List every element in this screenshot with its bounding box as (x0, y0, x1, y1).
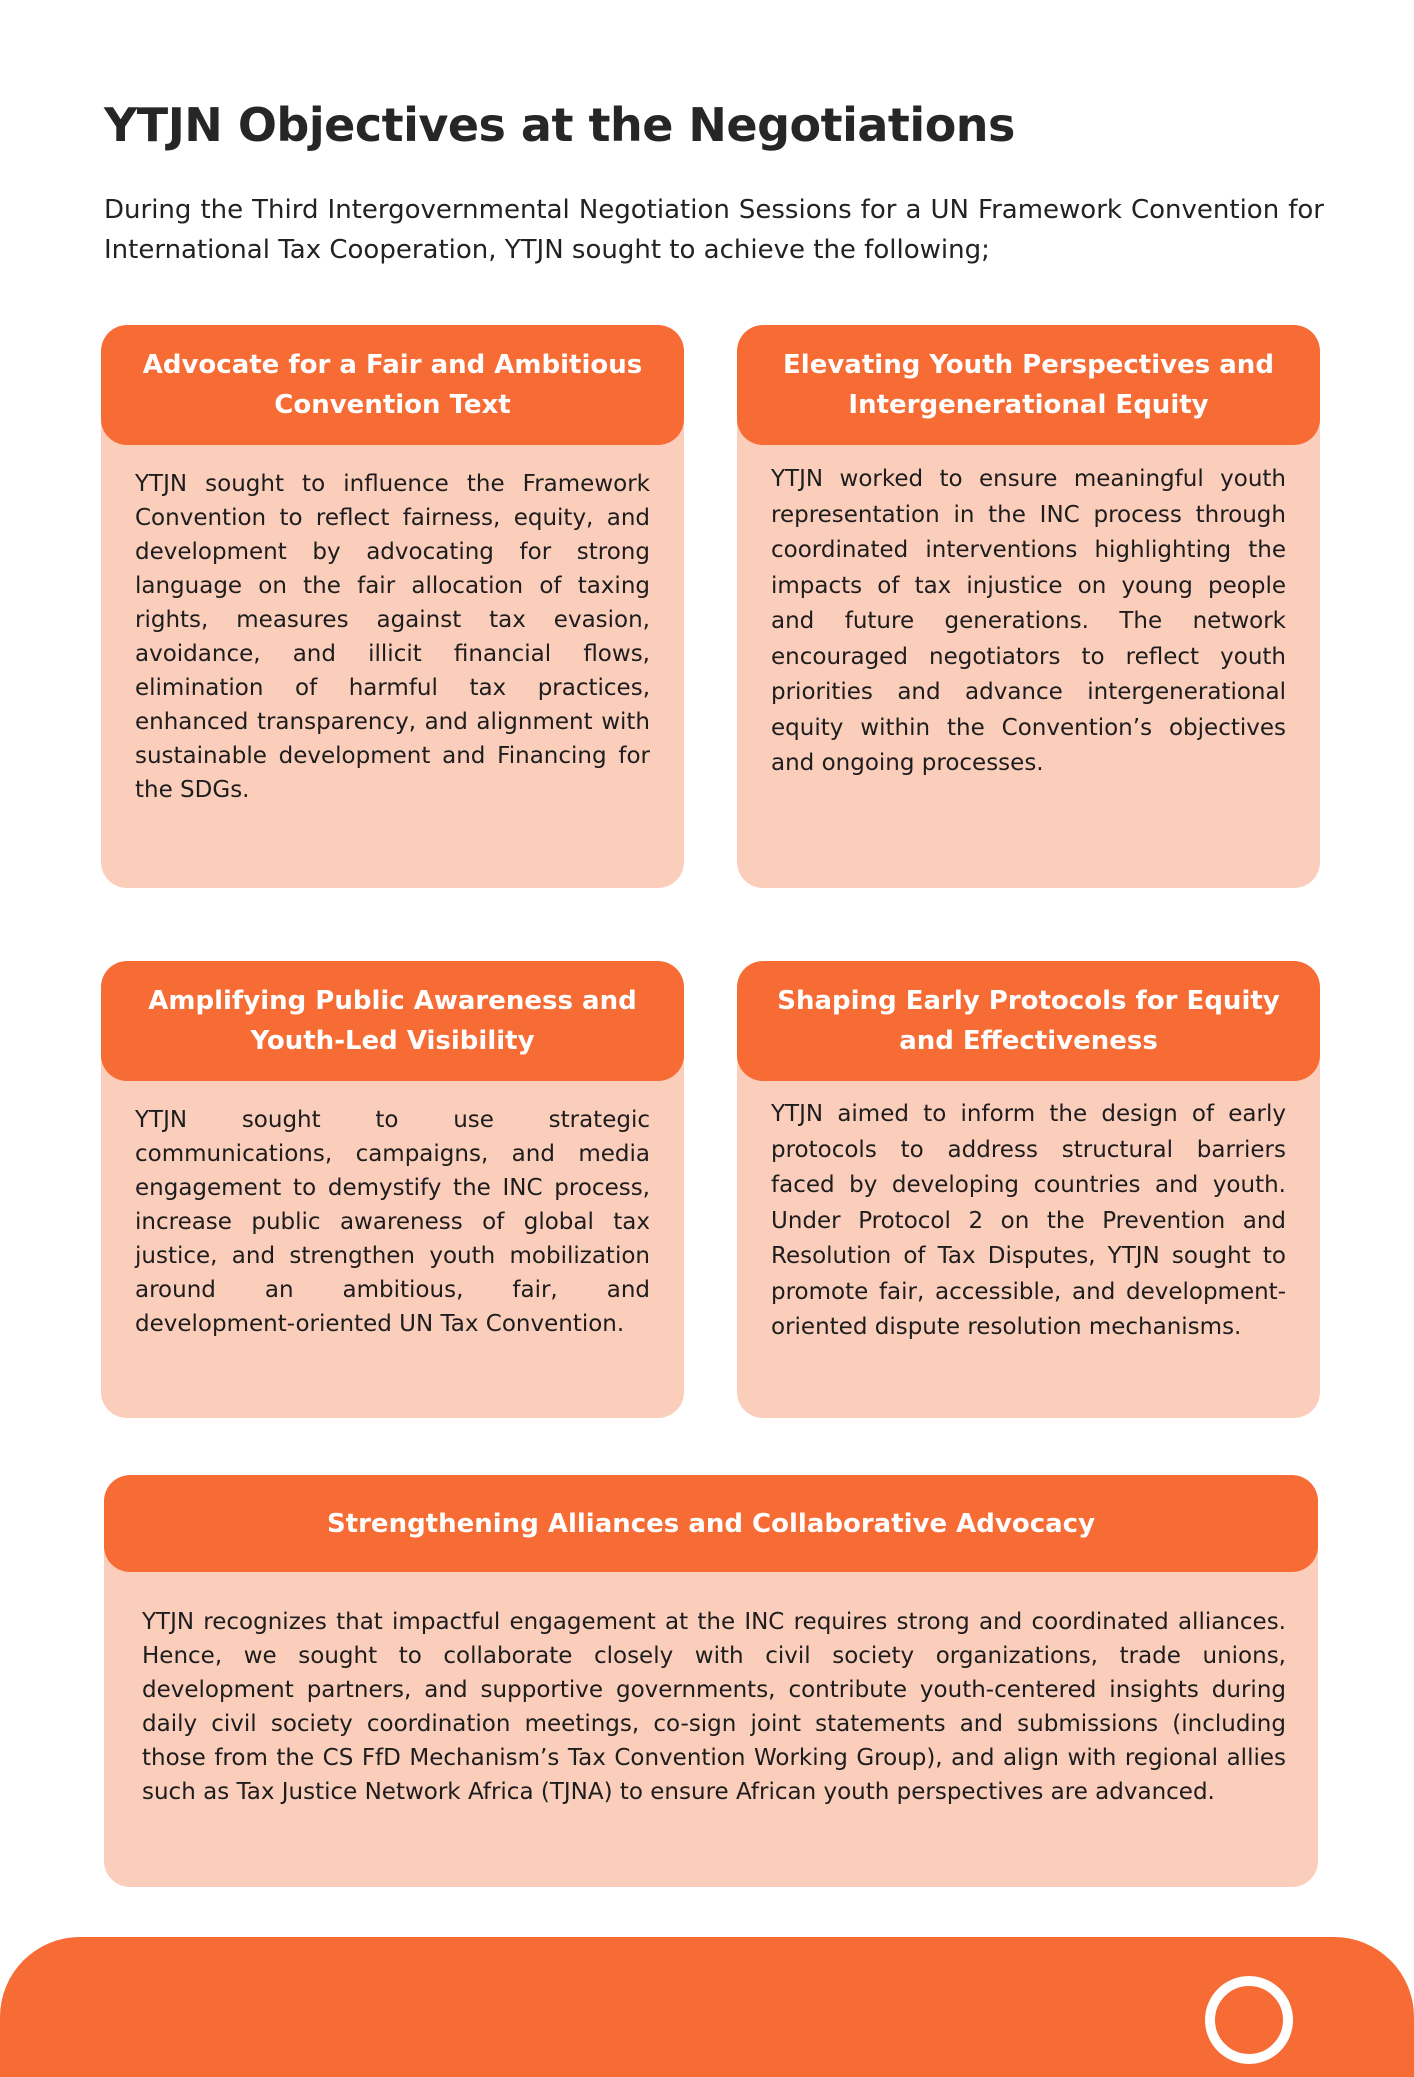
objective-card-heading: Shaping Early Protocols for Equity and Effectiveness (737, 961, 1320, 1081)
objective-card-youth-perspectives (737, 325, 1320, 888)
page-title: YTJN Objectives at the Negotiations (104, 98, 1015, 152)
objective-card-heading: Elevating Youth Perspectives and Intergenerational Equity (737, 325, 1320, 445)
footer-band (0, 1937, 1414, 2077)
objective-card-body: YTJN worked to ensure meaningful youth representation in the INC process through coordinated interventions highlighting the impacts of tax injustice on young people and future generations. The network encouraged negotiators to reflect youth priorities and advance intergenerational equity within the Convention’s objectives and ongoing processes. (771, 466, 1286, 776)
objective-card-heading: Amplifying Public Awareness and Youth-Led Visibility (101, 961, 684, 1081)
objective-card-body: YTJN sought to influence the Framework Convention to reflect fairness, equity, and development by advocating for strong language on the fair allocation of taxing rights, measures against tax evasion, avoidance, and illicit financial flows, elimination of harmful tax practices, enhanced transparency, and alignment with sustainable development and Financing for the SDGs. (135, 471, 650, 803)
objective-card-alliances (104, 1475, 1318, 1887)
objective-card-heading: Strengthening Alliances and Collaborative Advocacy (104, 1475, 1318, 1572)
intro-paragraph: During the Third Intergovernmental Negotiation Sessions for a UN Framework Convention for International Tax Cooperation, YTJN sought to achieve the following; (104, 195, 1324, 265)
circle-logo-icon (1205, 1976, 1293, 2064)
objective-card-fair-convention (101, 325, 684, 888)
objective-card-heading: Advocate for a Fair and Ambitious Convention Text (101, 325, 684, 445)
objective-card-early-protocols (737, 961, 1320, 1418)
objective-card-body: YTJN sought to use strategic communications, campaigns, and media engagement to demystify the INC process, increase public awareness of global tax justice, and strengthen youth mobilization around an ambitious, fair, and development-oriented UN Tax Convention. (135, 1107, 650, 1337)
objective-card-public-awareness (101, 961, 684, 1418)
objective-card-body: YTJN aimed to inform the design of early protocols to address structural barriers faced by developing countries and youth. Under Protocol 2 on the Prevention and Resolution of Tax Disputes, YTJN sought to promote fair, accessible, and development-oriented dispute resolution mechanisms. (771, 1101, 1286, 1340)
objective-card-body: YTJN recognizes that impactful engagement at the INC requires strong and coordinated alliances. Hence, we sought to collaborate closely with civil society organizations, trade unions, development partners, and supportive governments, contribute youth-centered insights during daily civil society coordination meetings, co-sign joint statements and submissions (including those from the CS FfD Mechanism’s Tax Convention Working Group), and align with regional allies such as Tax Justice Network Africa (TJNA) to ensure African youth perspectives are advanced. (142, 1609, 1286, 1805)
